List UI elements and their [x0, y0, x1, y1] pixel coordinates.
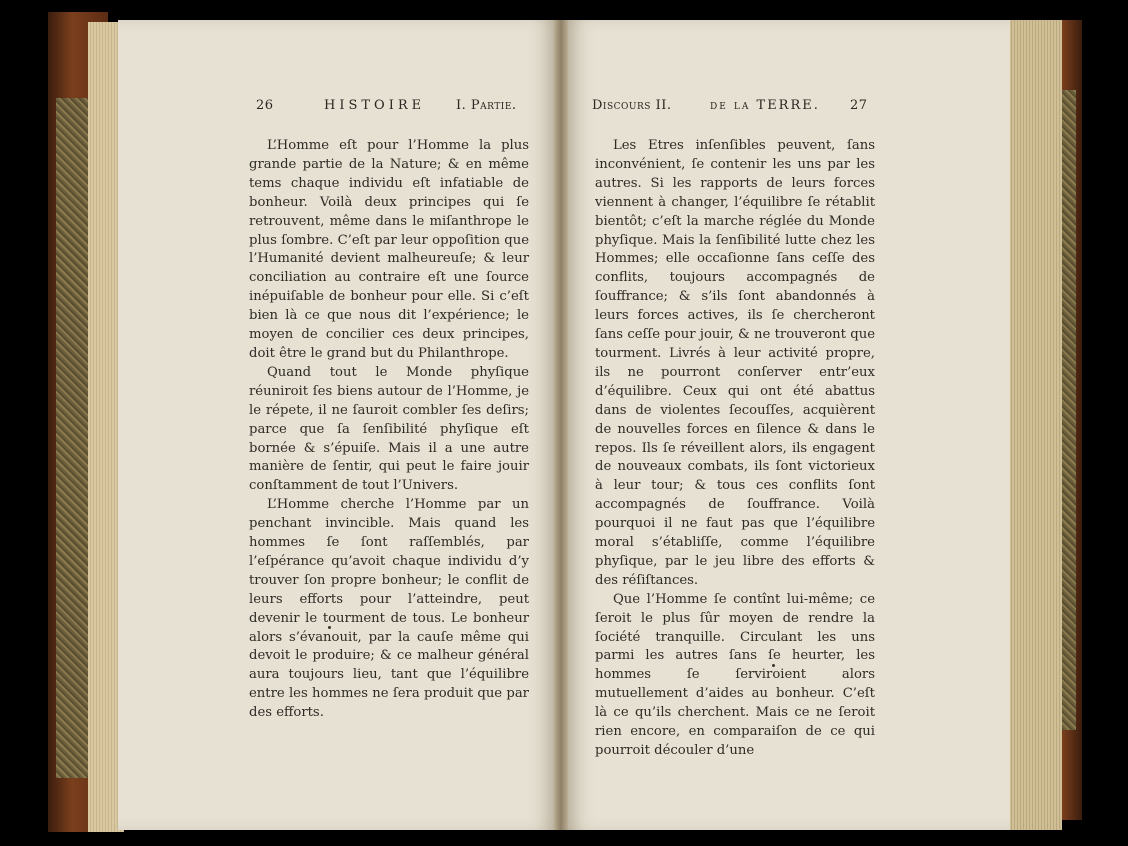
paragraph: Que l’Homme ſe contînt lui-même; ce ſeroit le plus ſûr moyen de rendre la ſociété tranquille. Circulant les uns parmi les autres ſans ſe heurter, les hommes ſe ſerviroient alors mutuellement d’aides au bonheur. C’eſt là ce qu’ils cherchent. Mais ce ne ſeroit rien encore, en comparaiſon de ce qui pourroit découler d’une [595, 591, 875, 758]
ink-speck [328, 626, 331, 629]
left-page-header [256, 98, 532, 120]
right-page-header [592, 98, 882, 120]
left-page-number: 26 [256, 98, 274, 113]
ink-speck [772, 664, 775, 667]
left-running-title: HISTOIRE [324, 98, 426, 113]
right-section-label: Discours II. [592, 98, 672, 113]
paragraph: L’Homme eſt pour l’Homme la plus grande partie de la Nature; & en même tems chaque individu eſt infatiable de bonheur. Voilà deux principes qui ſe retrouvent, même dans le miſanthrope le plus ſombre. C’eſt par leur oppoſition que l’Humanité devient malheureuſe; & leur conciliation au contraire eſt une ſource inépuiſable de bonheur pour elle. Si c’eſt bien là ce que nous dit l’expérience; le moyen de concilier ces deux principes, doit être le grand but du Philanthrope. [249, 138, 529, 361]
gutter [554, 20, 568, 830]
right-page-edges [1006, 20, 1062, 830]
paragraph: Quand tout le Monde phyſique réuniroit ſes biens autour de l’Homme, je le répete, il ne ſauroit combler ſes deſirs; parce que ſa ſenſibilité phyſique eſt bornée & s’épuiſe. Mais il a une autre manière de ſentir, qui peut le faire jouir conſtamment de tout l’Univers. [249, 364, 529, 494]
right-running-title: de la TERRE. [710, 98, 820, 113]
right-page-text [595, 137, 875, 761]
right-page-number: 27 [850, 98, 868, 113]
left-page-text [249, 137, 529, 723]
book [48, 12, 1082, 832]
left-section-label: I. Partie. [456, 98, 517, 113]
paragraph: Les Etres inſenſibles peuvent, ſans inconvénient, ſe contenir les uns par les autres. Si les rapports de leurs forces viennent à changer, l’équilibre ſe rétablit bientôt; c’eſt la marche réglée du Monde phyſique. Mais la ſenſibilité lutte chez les Hommes; elle occaſionne ſans ceſſe des conflits, toujours accompagnés de ſouffrance; & s’ils ſont abandonnés à leurs forces actives, ils ſe chercheront ſans ceſſe pour jouir, & ne trouveront que tourment. Livrés à leur activité propre, ils ne pourront conſerver entr’eux d’équilibre. Ceux qui ont été abattus dans de violentes ſecouſſes, acquièrent de nouvelles forces en ſilence & dans le repos. Ils ſe réveillent alors, ils engagent de nouveaux combats, ils ſont victorieux à leur tour; & tous ces conflits ſont accompagnés de ſouffrance. Voilà pourquoi il ne faut pas que l’équilibre moral s’établiſſe, comme l’équilibre phyſique, par le jeu libre des efforts & des réſiſtances. [595, 138, 875, 588]
paragraph: L’Homme cherche l’Homme par un penchant invincible. Mais quand les hommes ſe ſont raſſemblés, par l’eſpérance qu’avoit chaque individu d’y trouver ſon propre bonheur; le conflit de leurs efforts pour l’atteindre, peut devenir le tourment de tous. Le bonheur alors s’évanouit, par la cauſe même qui devoit le produire; & ce malheur général aura toujours lieu, tant que l’équilibre entre les hommes ne ſera produit que par des efforts. [249, 497, 529, 721]
